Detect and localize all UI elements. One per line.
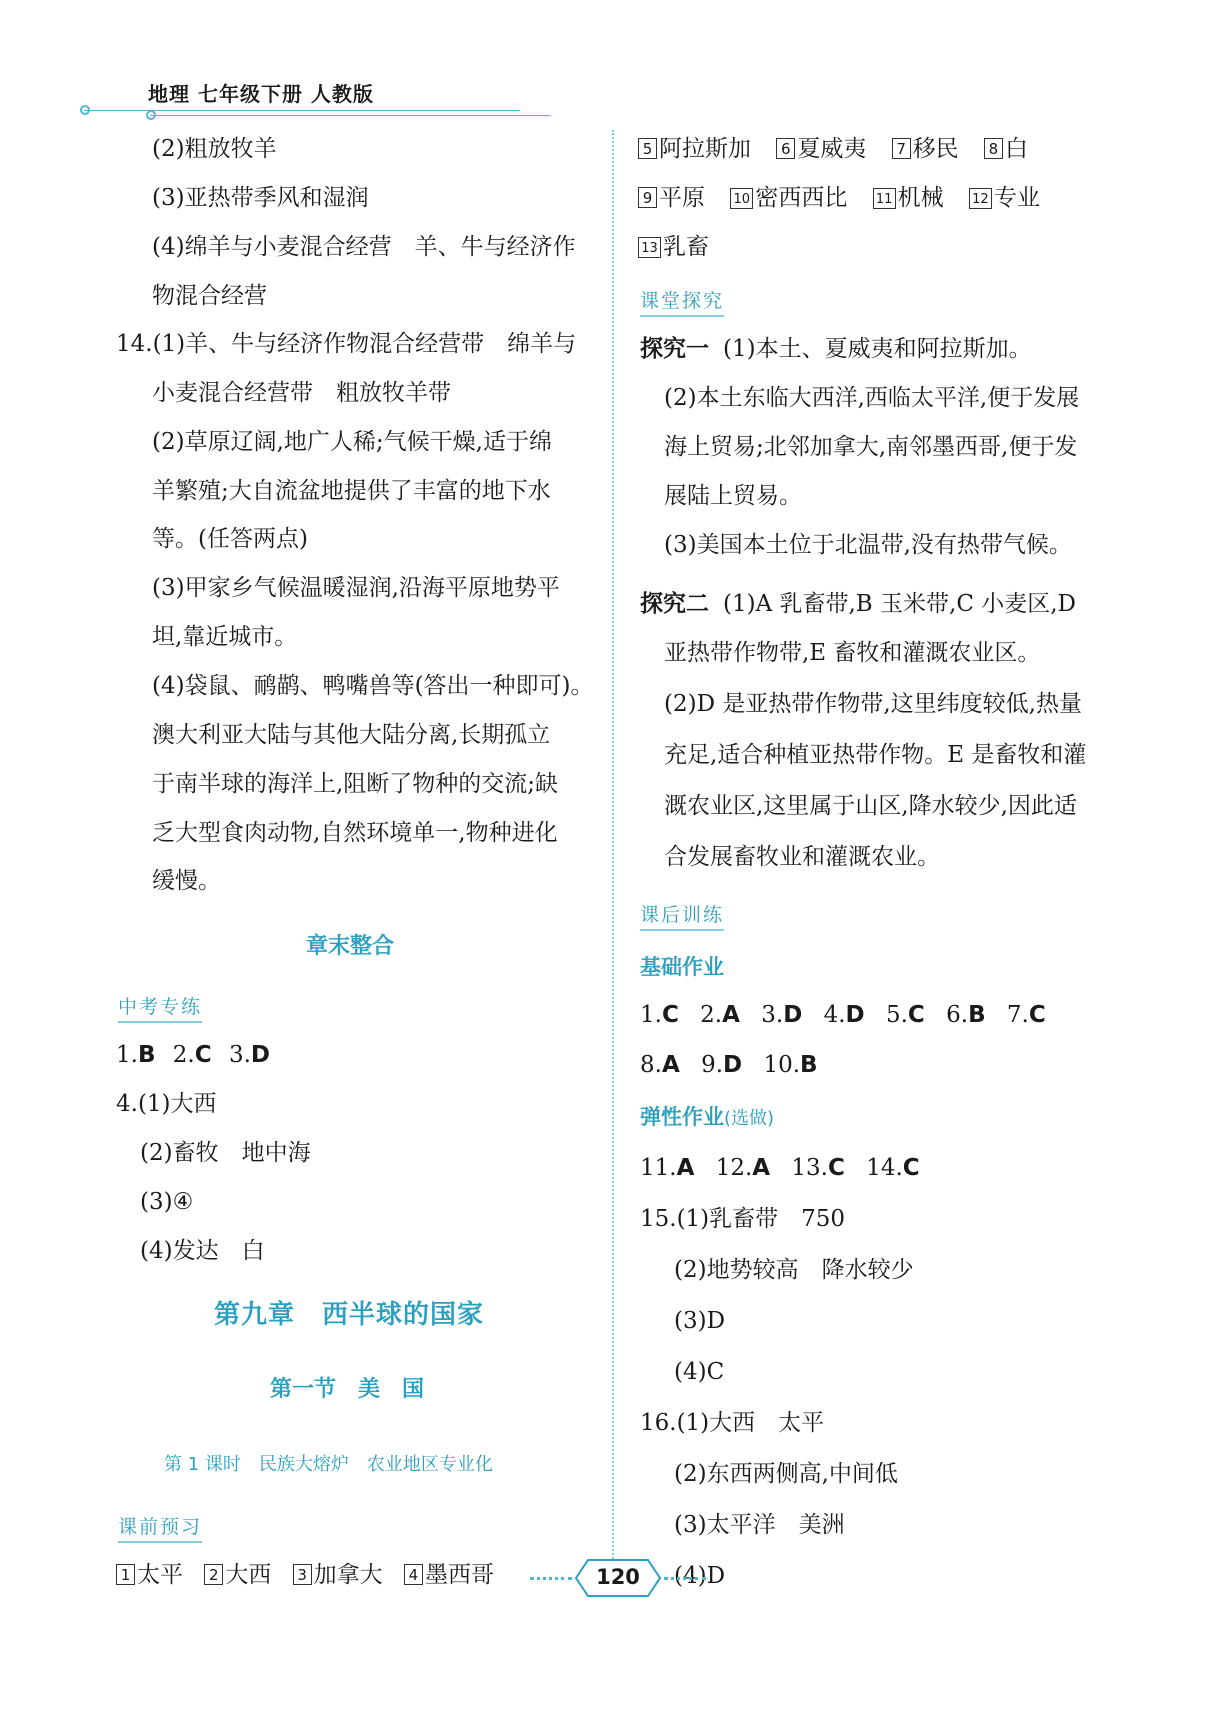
question-14-line: 乏大型食肉动物,自然环境单一,物种进化 (152, 820, 558, 846)
question-16-line: (2)东西两侧高,中间低 (674, 1461, 898, 1487)
inquiry-2-line: 充足,适合种植亚热带作物。E 是畜牧和灌 (664, 742, 1087, 768)
chapter-summary-title: 章末整合 (306, 934, 395, 959)
flex-answers-row: 11.A 12.A 13.C 14.C (640, 1155, 920, 1181)
preview-item: 12 专业 (969, 185, 1040, 211)
page-number: 120 (596, 1565, 640, 1589)
page-number-dots-right (664, 1577, 706, 1580)
question-14-line: 等。(任答两点) (152, 526, 308, 552)
preview-item: 11 机械 (873, 185, 944, 211)
preview-item: 7 移民 (892, 136, 959, 162)
page-number-dots-left (530, 1577, 572, 1580)
question-14-line: 小麦混合经营带 粗放牧羊带 (152, 380, 451, 406)
answer-line: (3)亚热带季风和湿润 (152, 185, 369, 211)
question-15-line: (4)C (674, 1359, 725, 1385)
preview-item: 6 夏威夷 (776, 136, 866, 162)
exam-question-4-line: (2)畜牧 地中海 (140, 1140, 311, 1166)
preview-answers-row (638, 183, 1040, 213)
basic-answers-row: 1.C 2.A 3.D 4.D 5.C 6.B 7.C (640, 1002, 1046, 1028)
inquiry-2-line: 合发展畜牧业和灌溉农业。 (664, 844, 940, 870)
inquiry-2-line: (2)D 是亚热带作物带,这里纬度较低,热量 (664, 691, 1082, 717)
answer-line: (4)绵羊与小麦混合经营 羊、牛与经济作 (152, 234, 576, 260)
question-14-line: 澳大利亚大陆与其他大陆分离,长期孤立 (152, 722, 551, 748)
question-15-line: (2)地势较高 降水较少 (674, 1257, 914, 1283)
basic-answers-row: 8.A 9.D 10.B (640, 1052, 818, 1078)
question-14-line: 缓慢。 (152, 868, 221, 894)
inquiry-1-line: (3)美国本土位于北温带,没有热带气候。 (664, 532, 1072, 558)
inquiry-1-line: 展陆上贸易。 (664, 483, 802, 509)
lesson-title: 第 1 课时 民族大熔炉 农业地区专业化 (164, 1454, 493, 1475)
preview-item: 1 太平 (116, 1562, 183, 1588)
inquiry-1-line: 海上贸易;北邻加拿大,南邻墨西哥,便于发 (664, 434, 1078, 460)
answer-line: 物混合经营 (152, 283, 267, 309)
inquiry-2-line: 亚热带作物带,E 畜牧和灌溉农业区。 (664, 640, 1041, 666)
chapter-title: 第九章 西半球的国家 (214, 1300, 485, 1330)
question-16-line: (3)太平洋 美洲 (674, 1512, 845, 1538)
question-14-line: (3)甲家乡气候温暖湿润,沿海平原地势平 (152, 575, 560, 601)
question-14-line: (2)草原辽阔,地广人稀;气候干燥,适于绵 (152, 429, 552, 455)
question-16-line: (4)D (674, 1563, 726, 1589)
question-14-line: 于南半球的海洋上,阻断了物种的交流;缺 (152, 771, 559, 797)
exam-question-4-line: 4.(1)大西 (116, 1091, 217, 1117)
preview-item: 13 乳畜 (638, 234, 709, 260)
section-title: 第一节 美 国 (270, 1376, 425, 1402)
running-header-title: 地理 七年级下册 人教版 (148, 82, 374, 106)
basic-homework-heading: 基础作业 (640, 955, 724, 979)
question-15-line: (3)D (674, 1308, 726, 1334)
inquiry-1-line: (2)本土东临大西洋,西临太平洋,便于发展 (664, 385, 1080, 411)
question-14-line: 14.(1)羊、牛与经济作物混合经营带 绵羊与 (116, 331, 577, 357)
preview-item: 10 密西西比 (730, 185, 847, 211)
page-number-badge (574, 1556, 662, 1600)
preview-item: 4 墨西哥 (404, 1562, 494, 1588)
header-rule-lower (150, 115, 550, 116)
column-divider (612, 130, 614, 1590)
question-14-line: 坦,靠近城市。 (152, 624, 298, 650)
exam-question-4-line: (3)④ (140, 1189, 194, 1215)
inquiry-2-line: 溉农业区,这里属于山区,降水较少,因此适 (664, 793, 1077, 819)
question-14-line: 羊繁殖;大自流盆地提供了丰富的地下水 (152, 478, 551, 504)
section-tag-exam-practice: 中考专练 (118, 992, 202, 1023)
preview-item: 8 白 (984, 136, 1028, 162)
flex-homework-heading: 弹性作业(选做) (640, 1105, 775, 1129)
question-15-line: 15.(1)乳畜带 750 (640, 1206, 846, 1232)
inquiry-1-line: 探究一 (1)本土、夏威夷和阿拉斯加。 (640, 336, 1032, 362)
inquiry-2-line: 探究二 (1)A 乳畜带,B 玉米带,C 小麦区,D (640, 591, 1076, 617)
preview-answers-row (638, 232, 709, 262)
exam-answers-row: 1.B 2.C 3.D (116, 1042, 270, 1068)
preview-answers-row (116, 1560, 494, 1590)
answer-line: (2)粗放牧羊 (152, 136, 277, 162)
question-16-line: 16.(1)大西 太平 (640, 1410, 825, 1436)
exam-question-4-line: (4)发达 白 (140, 1238, 265, 1264)
preview-item: 9 平原 (638, 185, 705, 211)
preview-answers-row (638, 134, 1028, 164)
question-14-line: (4)袋鼠、鸸鹋、鸭嘴兽等(答出一种即可)。 (152, 673, 594, 699)
section-tag-class-inquiry: 课堂探究 (640, 286, 724, 317)
section-tag-after-class: 课后训练 (640, 900, 724, 931)
section-tag-preview: 课前预习 (118, 1512, 202, 1543)
preview-item: 3 加拿大 (293, 1562, 383, 1588)
preview-item: 2 大西 (204, 1562, 271, 1588)
preview-item: 5 阿拉斯加 (638, 136, 751, 162)
